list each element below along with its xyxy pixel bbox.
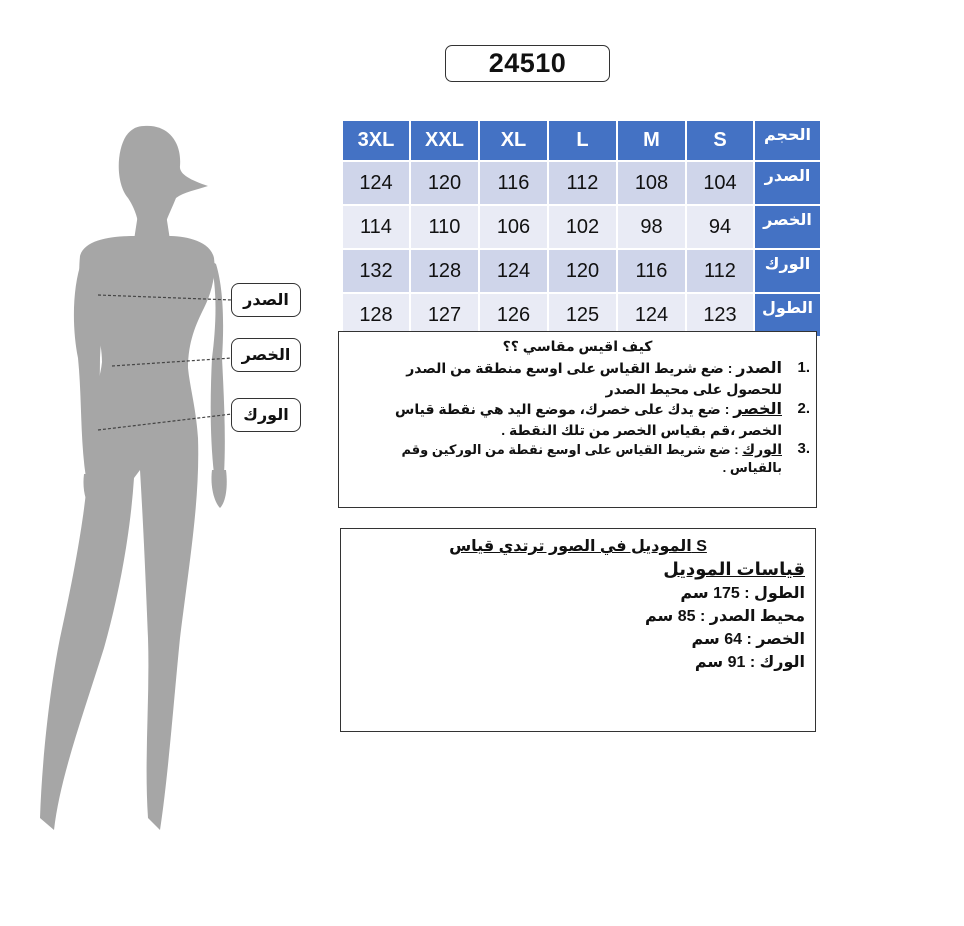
item-term: الصدر <box>736 360 782 377</box>
model-info-subtitle: قياسات الموديل <box>663 559 805 579</box>
table-cell: 112 <box>548 161 617 205</box>
table-cell: 125 <box>548 293 617 337</box>
size-header: M <box>617 120 686 161</box>
size-header: XL <box>479 120 548 161</box>
item-term: الورك <box>742 441 782 457</box>
row-label: الخصر <box>754 205 821 249</box>
size-header: S <box>686 120 754 161</box>
how-to-list <box>355 358 810 477</box>
how-to-measure-box <box>338 331 817 508</box>
table-cell: 116 <box>479 161 548 205</box>
table-cell: 112 <box>686 249 754 293</box>
table-cell: 128 <box>342 293 410 337</box>
table-cell: 102 <box>548 205 617 249</box>
table-cell: 120 <box>548 249 617 293</box>
table-cell: 132 <box>342 249 410 293</box>
size-header: XXL <box>410 120 479 161</box>
how-to-item <box>355 358 810 399</box>
table-cell: 124 <box>342 161 410 205</box>
table-cell: 110 <box>410 205 479 249</box>
table-row <box>342 161 821 205</box>
item-number: 3. <box>797 440 810 457</box>
size-chart-table <box>341 119 822 338</box>
row-label: الورك <box>754 249 821 293</box>
table-cell: 116 <box>617 249 686 293</box>
model-waist: الخصر : 64 سم <box>691 631 805 648</box>
table-row <box>342 249 821 293</box>
table-cell: 124 <box>479 249 548 293</box>
item-number: 2. <box>797 400 810 417</box>
table-cell: 106 <box>479 205 548 249</box>
item-text: : ضع شريط القياس على اوسع نقطة من الوركين وقم بالقياس . <box>401 442 782 475</box>
chest-callout: الصدر <box>231 283 301 317</box>
table-cell: 124 <box>617 293 686 337</box>
how-to-item <box>355 440 810 477</box>
how-to-item <box>355 399 810 440</box>
size-header-row <box>342 120 821 161</box>
model-height: الطول : 175 سم <box>680 585 805 602</box>
item-text: : ضع يدك على خصرك، موضع اليد هي نقطة قياس الخصر ،قم بقياس الخصر من تلك النقطة . <box>395 401 782 438</box>
model-measurements <box>645 582 805 674</box>
hip-callout: الورك <box>231 398 301 432</box>
table-cell: 127 <box>410 293 479 337</box>
model-hip: الورك : 91 سم <box>694 654 805 671</box>
table-cell: 120 <box>410 161 479 205</box>
item-text: : ضع شريط القياس على اوسع منطقة من الصدر للحصول على محيط الصدر <box>406 360 782 397</box>
size-header: L <box>548 120 617 161</box>
table-cell: 104 <box>686 161 754 205</box>
item-number: 1. <box>797 359 810 376</box>
model-chest: محيط الصدر : 85 سم <box>644 608 805 625</box>
corner-label: الحجم <box>754 120 821 161</box>
model-info-title: الموديل في الصور ترتدي قياس S <box>449 538 707 555</box>
size-header: 3XL <box>342 120 410 161</box>
item-term: الخصر <box>733 401 782 418</box>
table-row <box>342 205 821 249</box>
waist-callout: الخصر <box>231 338 301 372</box>
table-cell: 114 <box>342 205 410 249</box>
table-cell: 98 <box>617 205 686 249</box>
how-to-title: كيف اقيس مقاسي ؟؟ <box>502 338 653 354</box>
row-label: الطول <box>754 293 821 337</box>
table-cell: 108 <box>617 161 686 205</box>
table-cell: 94 <box>686 205 754 249</box>
table-cell: 128 <box>410 249 479 293</box>
model-info-box <box>340 528 816 732</box>
table-cell: 123 <box>686 293 754 337</box>
table-cell: 126 <box>479 293 548 337</box>
product-code: 24510 <box>445 45 610 82</box>
row-label: الصدر <box>754 161 821 205</box>
body-silhouette <box>20 118 260 838</box>
